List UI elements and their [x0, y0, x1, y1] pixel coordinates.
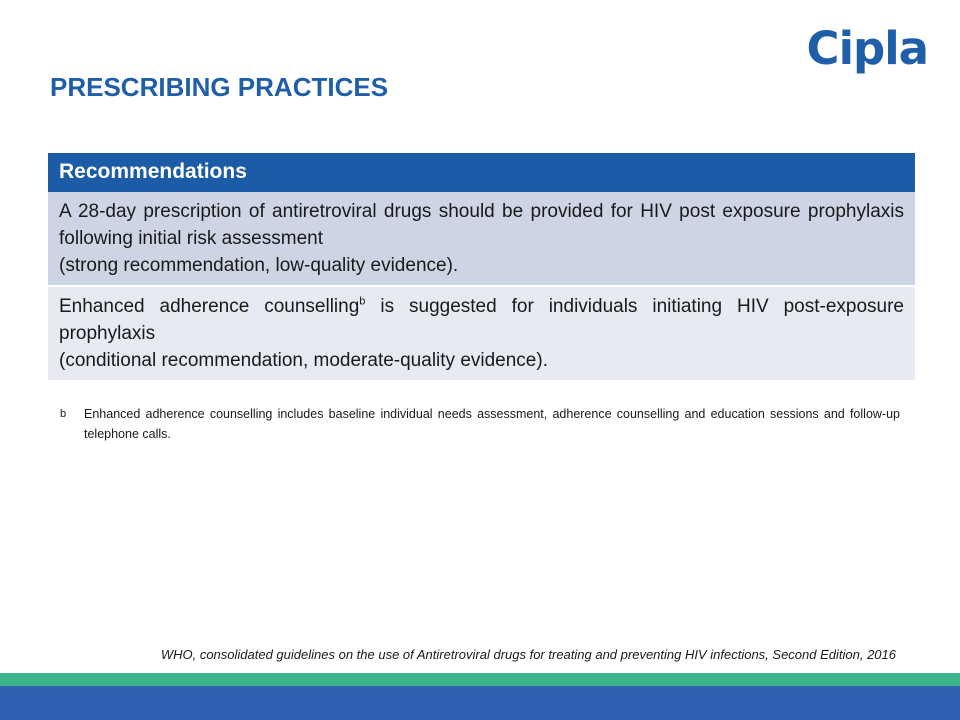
recommendation-text: A 28-day prescription of antiretroviral drugs should be provided for HIV post exposure prophylaxis following initial risk assessment [59, 201, 904, 249]
table-header: Recommendations [48, 153, 915, 192]
footnote-marker: b [60, 408, 67, 420]
cipla-logo: Cipla [806, 22, 928, 75]
recommendation-text [59, 293, 904, 347]
recommendation-text-start: Enhanced adherence counselling [59, 296, 360, 317]
footer-stripe-teal [0, 673, 960, 686]
footnote-reference: b [359, 295, 366, 308]
recommendation-qualifier: (conditional recommendation, moderate-quality evidence). [59, 350, 548, 371]
footnote [60, 404, 900, 444]
recommendations-table [48, 153, 915, 380]
recommendation-qualifier: (strong recommendation, low-quality evidence). [59, 255, 459, 276]
footnote-text: Enhanced adherence counselling includes baseline individual needs assessment, adherence counselling and education sessions and follow-up telephone calls. [84, 407, 900, 441]
source-citation: WHO, consolidated guidelines on the use of Antiretroviral drugs for treating and preventing HIV infections, Second Edition, 2016 [160, 647, 896, 662]
recommendation-text-end: is suggested for individuals initiating HIV post-exposure prophylaxis [59, 296, 904, 344]
page-title: PRESCRIBING PRACTICES [50, 72, 389, 102]
table-row [48, 192, 915, 285]
footer-stripe-blue [0, 686, 960, 720]
table-row [48, 285, 915, 380]
